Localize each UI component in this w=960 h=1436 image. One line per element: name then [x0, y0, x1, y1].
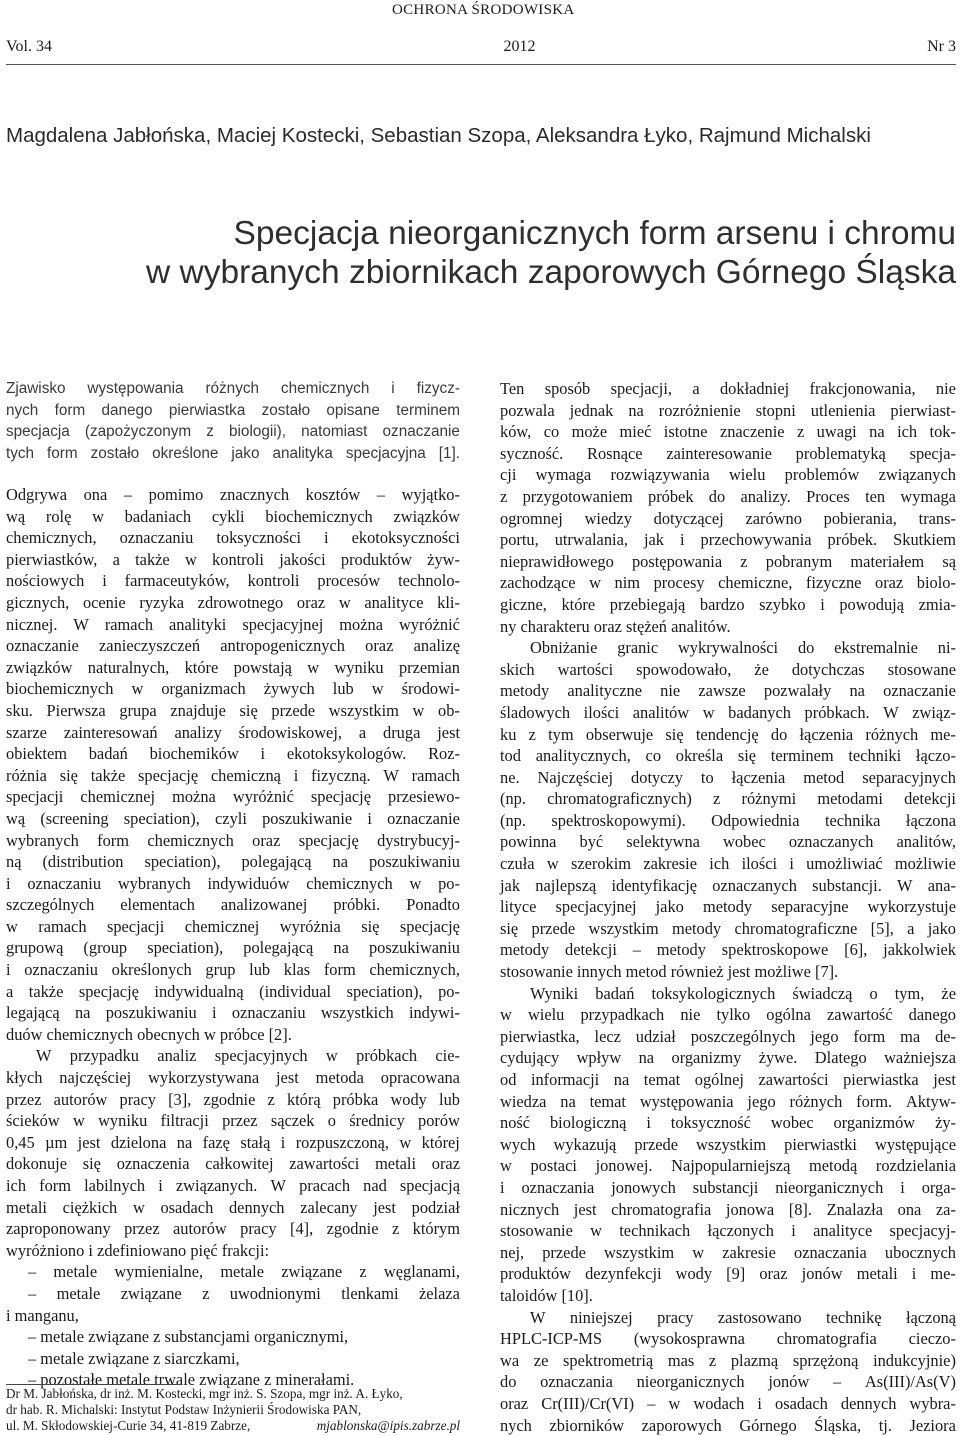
- text-line: powinna być selektywna wobec oznaczanych analitów,: [500, 832, 956, 852]
- text-line: ku z tym obserwuje się tendencję do łączenia różnych me-: [500, 724, 956, 744]
- text-line: wiedza na temat występowania jego różnych form. Aktyw-: [500, 1091, 956, 1111]
- text-line: w wielu przypadkach nie tylko ogólna zawartość danego: [500, 1005, 956, 1025]
- year: 2012: [503, 38, 536, 55]
- text-line: Zjawisko występowania różnych chemicznych i fizycz-: [6, 380, 460, 397]
- text-line: śladowych ilości analitów w badanych próbkach. W związ-: [500, 702, 956, 722]
- text-line: metody detekcji – metody spektroskopowe [6], jakkolwiek: [500, 940, 956, 960]
- author-affiliation-footnote: [6, 1386, 460, 1435]
- text-line: związków naturalnych, które powstają w wyniku przemian: [6, 657, 460, 677]
- text-line: nej, przede wszystkim w zakresie oznaczania ubocznych: [500, 1242, 956, 1262]
- text-line: jak najlepszą identyfikację oznaczanych substancji. W ana-: [500, 875, 956, 895]
- text-line: od informacji na temat ogólnej zawartości pierwiastka jest: [500, 1070, 956, 1089]
- text-line: nych form danego pierwiastka zostało opisane terminem: [6, 401, 460, 419]
- text-line: obiektem badań biochemików i ekotoksykologów. Roz-: [6, 744, 460, 764]
- text-line: w ramach specjacji chemicznej wyróżnia się specjację: [6, 916, 460, 936]
- text-line: do oznaczania nieorganicznych jonów – As(III)/As(V): [500, 1372, 956, 1392]
- text-line: metody analityczne nie zawsze pozwalały na oznaczanie: [500, 681, 956, 701]
- journal-name: OCHRONA ŚRODOWISKA: [392, 2, 575, 18]
- text-line: wa ze spektrometrią mas z plazmą sprzężoną indukcyjnie): [500, 1350, 956, 1370]
- text-line: nicznych jest chromatografia jonowa [8]. Znalazła ona za-: [500, 1199, 956, 1219]
- text-line: ich form labilnych i związanych. W pracach nad specjacją: [6, 1176, 460, 1195]
- article-title: [16, 214, 956, 292]
- issue-info: [6, 38, 956, 56]
- text-line: cji wymaga rozwiązywania wielu problemów związanych: [500, 465, 956, 485]
- text-line: chemicznych, oznaczaniu toksyczności i ekotoksyczności: [6, 528, 460, 548]
- text-line: W niniejszej pracy zastosowano technikę łączoną: [530, 1307, 956, 1327]
- text-line: gicznych, ocenie ryzyka zdrowotnego oraz w analityce kli-: [6, 592, 460, 612]
- right-column: [500, 378, 956, 1436]
- text-line: syczność. Rosnące zainteresowanie problematyką specja-: [500, 443, 956, 463]
- author-email[interactable]: mjablonska@ipis.zabrze.pl: [316, 1418, 460, 1434]
- text-line: się przede wszystkim metody chromatograficzne [5], a jako: [500, 918, 956, 938]
- text-line: oraz Cr(III)/Cr(VI) – w wodach i osadach dennych wybra-: [500, 1393, 956, 1413]
- text-line: oznaczanie zanieczyszczeń antropogenicznych oraz analizę: [6, 636, 460, 656]
- volume: Vol. 34: [6, 38, 52, 55]
- text-line: tod analitycznych, co określa się terminem techniki łączo-: [500, 746, 956, 766]
- text-line: sku. Pierwsza grupa znajduje się przede wszystkim w ob-: [6, 700, 460, 720]
- text-line: przez autorów pracy [3], zgodnie z którą próbka wody lub: [6, 1089, 460, 1109]
- text-line: wą (screening speciation), czyli poszukiwanie i oznaczanie: [6, 808, 460, 828]
- text-line: skich wartości spowodowało, że dotychczas stosowane: [500, 659, 956, 679]
- text-line: Wyniki badań toksykologicznych świadczą o tym, że: [530, 983, 956, 1003]
- text-line: metali ciężkich w osadach dennych zalecany jest podział: [6, 1197, 460, 1217]
- text-line: różnia się także specjację chemiczną i fizyczną. W ramach: [6, 765, 460, 785]
- text-line: (np. chromatograficznych) z różnymi metodami detekcji: [500, 789, 956, 809]
- text-line: i oznaczania jonowych substancji nieorganicznych i orga-: [500, 1177, 956, 1197]
- left-column: [6, 484, 460, 1391]
- title-line-1: Specjacja nieorganicznych form arsenu i chromu: [233, 215, 956, 252]
- text-line: lityce specjacyjnej jako metody separacyjne wykorzystuje: [500, 897, 956, 917]
- text-line: specjacja (zapożyczonym z biologii), natomiast oznaczanie: [6, 423, 460, 441]
- text-line: kłych najczęściej wykorzystywana jest metoda opracowana: [6, 1068, 460, 1088]
- text-line: z przygotowaniem próbek do analizy. Proces ten wymaga: [500, 486, 956, 506]
- authors: Magdalena Jabłońska, Maciej Kostecki, Sebastian Szopa, Aleksandra Łyko, Rajmund Michalski: [6, 124, 871, 147]
- text-line: zaproponowany przez autorów pracy [4], zgodnie z którym: [6, 1219, 460, 1239]
- text-line: w postaci jonowej. Najpopularniejszą metodą rozdzielania: [500, 1156, 956, 1176]
- abstract: [6, 378, 460, 464]
- text-line: Ten sposób specjacji, a dokładniej frakcjonowania, nie: [500, 379, 956, 398]
- text-line: Obniżanie granic wykrywalności do ekstremalnie ni-: [530, 638, 956, 658]
- text-line: pozwala jednak na rozróżnienie stopni utlenienia pierwiast-: [500, 400, 956, 420]
- text-line: cydujący wpływ na organizmy żywe. Dlatego ważniejsza: [500, 1048, 956, 1068]
- text-line: taloidów [10].: [500, 1285, 593, 1305]
- text-line: ogromnej wiedzy dotyczącej zarówno pobierania, trans-: [500, 508, 956, 528]
- issue-number: Nr 3: [927, 38, 956, 55]
- text-line: tych form zostało określone jako analityka specjacyjna [1].: [6, 444, 460, 462]
- text-line: i oznaczaniu określonych grup lub klas form chemicznych,: [6, 960, 460, 980]
- text-line: ną (distribution speciation), polegającą na poszukiwaniu: [6, 852, 460, 872]
- text-line: ne. Najczęściej dotyczy to łączenia metod separacyjnych: [500, 767, 956, 787]
- text-line: stosowanie innych metod również jest możliwe [7].: [500, 962, 839, 982]
- text-line: Odgrywa ona – pomimo znacznych kosztów – wyjątko-: [6, 485, 460, 504]
- text-line: 0,45 µm jest dzielona na fazę stałą i rozpuszczoną, w której: [6, 1132, 460, 1152]
- text-line: duów chemicznych obecnych w próbce [2].: [6, 1024, 292, 1044]
- text-line: grupową (group speciation), polegającą na poszukiwaniu: [6, 938, 460, 958]
- text-line: i oznaczaniu wybranych indywiduów chemicznych w po-: [6, 873, 460, 893]
- text-line: – metale wymienialne, metale związane z węglanami,: [28, 1262, 460, 1282]
- text-line: czuła w szerokim zakresie ich ilości i umożliwiać możliwie: [500, 854, 956, 874]
- text-line: – metale związane z substancjami organicznymi,: [28, 1327, 349, 1347]
- text-line: dokonuje się oznaczenia całkowitej zawartości metali oraz: [6, 1154, 460, 1174]
- text-line: nych zbiorników zaporowych Górnego Śląska, tj. Jeziora: [500, 1415, 956, 1435]
- text-line: W przypadku analiz specjacyjnych w próbkach cie-: [36, 1046, 460, 1066]
- text-line: pierwiastka, lecz udział poszczególnych jego form ma de-: [500, 1026, 956, 1046]
- text-line: szarze zainteresowań analizy środowiskowej, a druga jest: [6, 722, 460, 742]
- footnote-line: Dr M. Jabłońska, dr inż. M. Kostecki, mgr inż. S. Szopa, mgr inż. A. Łyko,: [6, 1386, 403, 1401]
- footnote-line: [6, 1418, 460, 1434]
- text-line: nościowych i farmaceutyków, kontroli procesów technolo-: [6, 571, 460, 591]
- header-rule: [6, 64, 956, 65]
- text-line: HPLC-ICP-MS (wysokosprawna chromatografia cieczo-: [500, 1329, 956, 1349]
- text-line: nicznej. W ramach analityki specjacyjnej można wyróżnić: [6, 614, 460, 634]
- text-line: stosowanie w technikach łączonych i analityce specjacyj-: [500, 1221, 956, 1241]
- text-line: wybranych form chemicznych oraz specjację dystrybucyj-: [6, 830, 460, 850]
- text-line: wą rolę w badaniach cykli biochemicznych związków: [6, 506, 460, 526]
- text-line: produktów dezynfekcji wody [9] oraz jonów metali i me-: [500, 1264, 956, 1284]
- text-line: portu, utrwalania, jak i przechowywania próbek. Skutkiem: [500, 530, 956, 550]
- text-line: giczne, które przebiegają bardzo szybko i powodują zmia-: [500, 594, 956, 614]
- text-line: nieprawidłowego postępowania z pobranym materiałem są: [500, 551, 956, 571]
- text-line: ny charakteru oraz stężeń analitów.: [500, 616, 731, 636]
- text-line: – metale związane z uwodnionymi tlenkami żelaza: [28, 1283, 460, 1303]
- text-line: ścieków w wyniku filtracji przez sączek o średnicy porów: [6, 1111, 460, 1131]
- text-line: zachodzące w nim procesy chemiczne, fizyczne oraz biolo-: [500, 573, 956, 593]
- text-line: – pozostałe metale trwale związane z minerałami.: [28, 1370, 355, 1390]
- footnote-line: dr hab. R. Michalski: Instytut Podstaw Inżynierii Środowiska PAN,: [6, 1402, 362, 1418]
- text-line: – metale związane z siarczkami,: [28, 1348, 240, 1368]
- text-line: ność biologiczną i toksyczność wobec organizmów ży-: [500, 1113, 956, 1133]
- text-line: biochemicznych w organizmach żywych lub w środowi-: [6, 679, 460, 699]
- text-line: szczególnych elementach analizowanej próbki. Ponadto: [6, 895, 460, 915]
- text-line: i manganu,: [6, 1305, 79, 1325]
- text-line: wyróżniono i zdefiniowano pięć frakcji:: [6, 1240, 270, 1260]
- text-line: legającą na poszukiwaniu i oznaczaniu wszystkich indywi-: [6, 1003, 460, 1023]
- footnote-rule: [6, 1384, 182, 1385]
- text-line: (np. spektroskopowymi). Odpowiednia technika łączona: [500, 810, 956, 830]
- footnote-address: ul. M. Skłodowskiej-Curie 34, 41-819 Zabrze,: [6, 1418, 251, 1434]
- title-line-2: w wybranych zbiornikach zaporowych Górnego Śląska: [146, 254, 956, 291]
- text-line: specjacji chemicznej można wyróżnić specjację przesiewo-: [6, 787, 460, 807]
- text-line: wych wykazują przede wszystkim pierwiastki występujące: [500, 1134, 956, 1154]
- text-line: pierwiastków, a także w kontroli jakości produktów żyw-: [6, 549, 460, 569]
- text-line: a także specjację indywidualną (individual speciation), po-: [6, 981, 460, 1001]
- text-line: ków, co może mieć istotne znaczenie z uwagi na ich tok-: [500, 422, 956, 442]
